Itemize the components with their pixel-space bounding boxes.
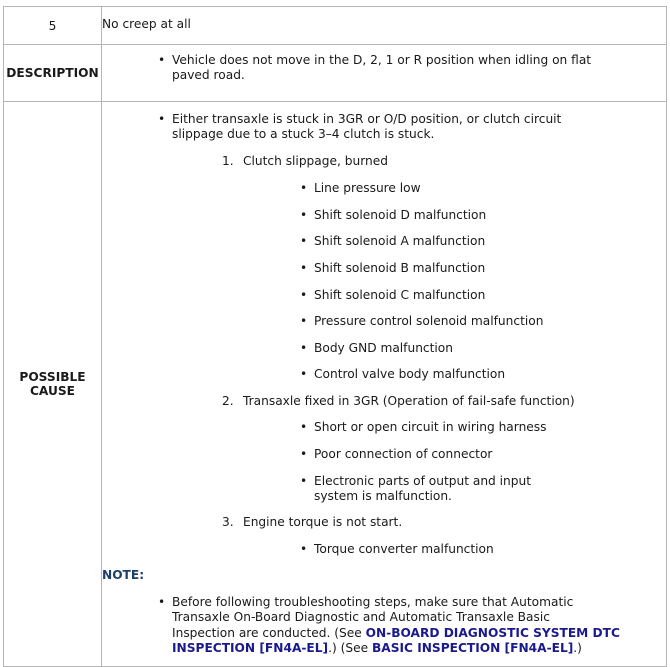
cause-subitem: Poor connection of connector: [314, 447, 493, 461]
table-row: [4, 102, 667, 667]
note-text-segment: .): [573, 641, 582, 655]
bullet-icon: •: [158, 112, 166, 126]
cause-subitem: Body GND malfunction: [314, 341, 453, 355]
cause-subitem: Line pressure low: [314, 181, 421, 195]
cause-item-number: 3.: [222, 515, 234, 529]
bullet-icon: •: [300, 208, 308, 222]
note-text-line4: [172, 641, 582, 656]
cause-subitem: Electronic parts of output and input: [314, 474, 532, 488]
bullet-icon: •: [300, 474, 308, 488]
cause-subitem: Torque converter malfunction: [314, 542, 494, 556]
cause-subitem-continued: system is malfunction.: [314, 489, 452, 503]
note-text-line3: [172, 626, 620, 641]
cause-subitem: Pressure control solenoid malfunction: [314, 314, 544, 328]
note-text-line2: Transaxle On-Board Diagnostic and Automatic Transaxle Basic: [172, 610, 550, 624]
possible-cause-label-line2: CAUSE: [29, 384, 75, 398]
cause-item-number: 1.: [222, 154, 234, 168]
possible-cause-cell: [102, 102, 667, 667]
description-label: DESCRIPTION: [4, 45, 102, 102]
bullet-icon: •: [300, 542, 308, 556]
cause-subitem: Short or open circuit in wiring harness: [314, 420, 547, 434]
bullet-icon: •: [158, 595, 166, 609]
bullet-icon: •: [300, 367, 308, 381]
cause-item-text: Clutch slippage, burned: [243, 154, 388, 168]
cause-intro-line1: Either transaxle is stuck in 3GR or O/D position, or clutch circuit: [172, 112, 562, 126]
onboard-diagnostic-link[interactable]: ON-BOARD DIAGNOSTIC SYSTEM DTC: [365, 626, 620, 640]
table-row: [4, 45, 667, 102]
symptom-number: 5: [4, 7, 102, 45]
cause-item-text: Transaxle fixed in 3GR (Operation of fail-safe function): [243, 394, 575, 408]
cause-subitem: Control valve body malfunction: [314, 367, 506, 381]
bullet-icon: •: [300, 181, 308, 195]
cause-subitem: Shift solenoid B malfunction: [314, 261, 486, 275]
table-row: [4, 7, 667, 45]
note-label: NOTE:: [102, 568, 145, 582]
bullet-icon: •: [300, 288, 308, 302]
possible-cause-label-line1: POSSIBLE: [19, 370, 86, 384]
bullet-icon: •: [300, 261, 308, 275]
bullet-icon: •: [300, 314, 308, 328]
bullet-icon: •: [158, 53, 166, 67]
cause-subitem: Shift solenoid A malfunction: [314, 234, 486, 248]
note-text-segment: Inspection are conducted. (See: [172, 626, 366, 640]
description-cell: [102, 45, 667, 102]
possible-cause-label: [4, 102, 102, 667]
bullet-icon: •: [300, 234, 308, 248]
description-text: Vehicle does not move in the D, 2, 1 or R position when idling on flat paved road.: [172, 53, 592, 82]
cause-subitem: Shift solenoid D malfunction: [314, 208, 487, 222]
bullet-icon: •: [300, 341, 308, 355]
basic-inspection-link[interactable]: BASIC INSPECTION [FN4A-EL]: [371, 641, 574, 655]
onboard-diagnostic-link-continued[interactable]: INSPECTION [FN4A-EL]: [172, 641, 329, 655]
bullet-icon: •: [300, 420, 308, 434]
symptom-title: No creep at all: [102, 17, 191, 31]
cause-item-number: 2.: [222, 394, 234, 408]
symptom-title-cell: [102, 7, 667, 45]
bullet-icon: •: [300, 447, 308, 461]
note-text-segment: .) (See: [328, 641, 372, 655]
cause-subitem: Shift solenoid C malfunction: [314, 288, 486, 302]
cause-item-text: Engine torque is not start.: [243, 515, 403, 529]
cause-intro-line2: slippage due to a stuck 3–4 clutch is stuck.: [172, 127, 435, 141]
troubleshooting-table: [3, 6, 667, 667]
note-text-line1: Before following troubleshooting steps, make sure that Automatic: [172, 595, 574, 609]
